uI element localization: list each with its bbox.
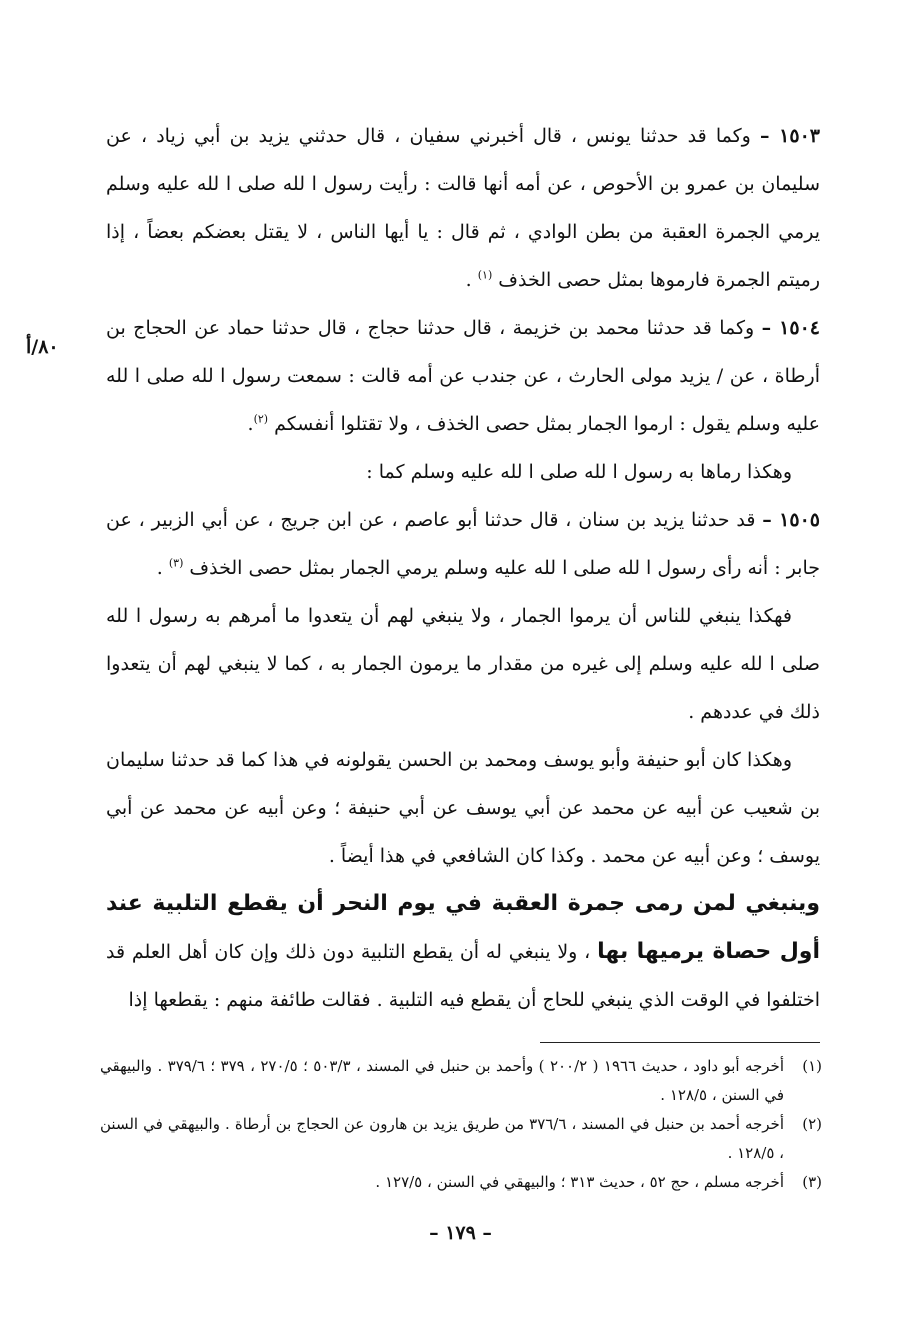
paragraph-text: وهكذا كان أبو حنيفة وأبو يوسف ومحمد بن الحسن يقولونه في هذا كما قد حدثنا سليمان بن شعيب عن أبيه عن محمد عن أبي يوسف عن أبي حنيفة ؛ وعن أبيه عن محمد عن أبي يوسف ؛ وعن أبيه عن محمد . وكذا كان الشافعي في هذا أيضاً . — [106, 749, 820, 867]
footnote — [100, 1052, 822, 1110]
hadith-paragraph — [106, 112, 820, 304]
footnote-ref: (٢) — [253, 412, 269, 426]
text-paragraph — [106, 448, 820, 496]
hadith-paragraph — [106, 496, 820, 592]
paragraph-text: وهكذا رماها به رسول ا لله صلى ا لله عليه وسلم كما : — [366, 461, 792, 483]
margin-folio-note: ٨٠/أ — [26, 336, 59, 358]
hadith-number: ١٥٠٥ – — [762, 509, 820, 531]
page-number: – ١٧٩ – — [429, 1222, 492, 1244]
footnote — [100, 1110, 822, 1168]
footnote-divider — [540, 1042, 820, 1043]
text-paragraph — [106, 736, 820, 880]
paragraph-end: . — [247, 413, 254, 435]
paragraph-text: ، ولا ينبغي له أن يقطع التلبية دون ذلك وإن كان أهل العلم قد اختلفوا في الوقت الذي ينبغي للحاج أن يقطع فيه التلبية . فقالت طائفة منهم : يقطعها إذا — [106, 941, 820, 1011]
section-paragraph — [106, 880, 820, 1024]
footnote-ref: (١) — [477, 268, 493, 282]
footnote-number: (٢) — [802, 1115, 822, 1133]
hadith-number: ١٥٠٣ – — [759, 125, 820, 147]
hadith-paragraph — [106, 304, 820, 448]
footnote-text: أخرجه أحمد بن حنبل في المسند ، ٣٧٦/٦ من طريق يزيد بن هارون عن الحجاج بن أرطاة . والبيهقي في السنن ، ١٢٨/٥ . — [100, 1115, 784, 1162]
footnote-number: (١) — [802, 1057, 822, 1075]
footnotes — [100, 1052, 822, 1197]
footnote-number: (٣) — [802, 1173, 822, 1191]
paragraph-end: . — [465, 269, 478, 291]
hadith-number: ١٥٠٤ – — [761, 317, 820, 339]
paragraph-text: وكما قد حدثنا يونس ، قال أخبرني سفيان ، قال حدثني يزيد بن أبي زياد ، عن سليمان بن عمرو بن الأحوص ، عن أمه أنها قالت : رأيت رسول ا لله صلى ا لله عليه وسلم يرمي الجمرة العقبة من بطن الوادي ، ثم قال : يا أيها الناس ، لا يقتل بعضكم بعضاً ، إذا رميتم الجمرة فارموها بمثل حصى الخذف — [106, 125, 820, 291]
text-paragraph — [106, 592, 820, 736]
footnote — [100, 1168, 822, 1197]
paragraph-end: . — [156, 557, 169, 579]
footnote-ref: (٣) — [168, 556, 184, 570]
footnote-text: أخرجه مسلم ، حج ٥٢ ، حديث ٣١٣ ؛ والبيهقي في السنن ، ١٢٧/٥ . — [375, 1173, 784, 1191]
paragraph-text: قد حدثنا يزيد بن سنان ، قال حدثنا أبو عاصم ، عن ابن جريج ، عن أبي الزبير ، عن جابر : أنه رأى رسول ا لله صلى ا لله عليه وسلم يرمي الجمار بمثل حصى الخذف — [106, 509, 820, 579]
paragraph-text: وكما قد حدثنا محمد بن خزيمة ، قال حدثنا حجاج ، قال حدثنا حماد عن الحجاج بن أرطاة ، عن / يزيد مولى الحارث ، عن جندب عن أمه قالت : سمعت رسول ا لله صلى ا لله عليه وسلم يقول : ارموا الجمار بمثل حصى الخذف ، ولا تقتلوا أنفسكم — [106, 317, 820, 435]
main-text — [106, 112, 820, 1024]
paragraph-text: فهكذا ينبغي للناس أن يرموا الجمار ، ولا ينبغي لهم أن يتعدوا ما أمرهم به رسول ا لله صلى ا لله عليه وسلم إلى غيره من مقدار ما يرمون الجمار به ، كما لا ينبغي لهم أن يتعدوا ذلك في عددهم . — [106, 605, 820, 723]
section-heading: وينبغي لمن رمى جمرة العقبة في يوم النحر أن يقطع التلبية عند أول حصاة يرميها بها — [106, 891, 820, 964]
footnote-text: أخرجه أبو داود ، حديث ١٩٦٦ ( ٢٠٠/٢ ) وأحمد بن حنبل في المسند ، ٥٠٣/٣ ؛ ٢٧٠/٥ ، ٣٧٩ ؛ ٣٧٩/٦ . والبيهقي في السنن ، ١٢٨/٥ . — [100, 1057, 784, 1104]
